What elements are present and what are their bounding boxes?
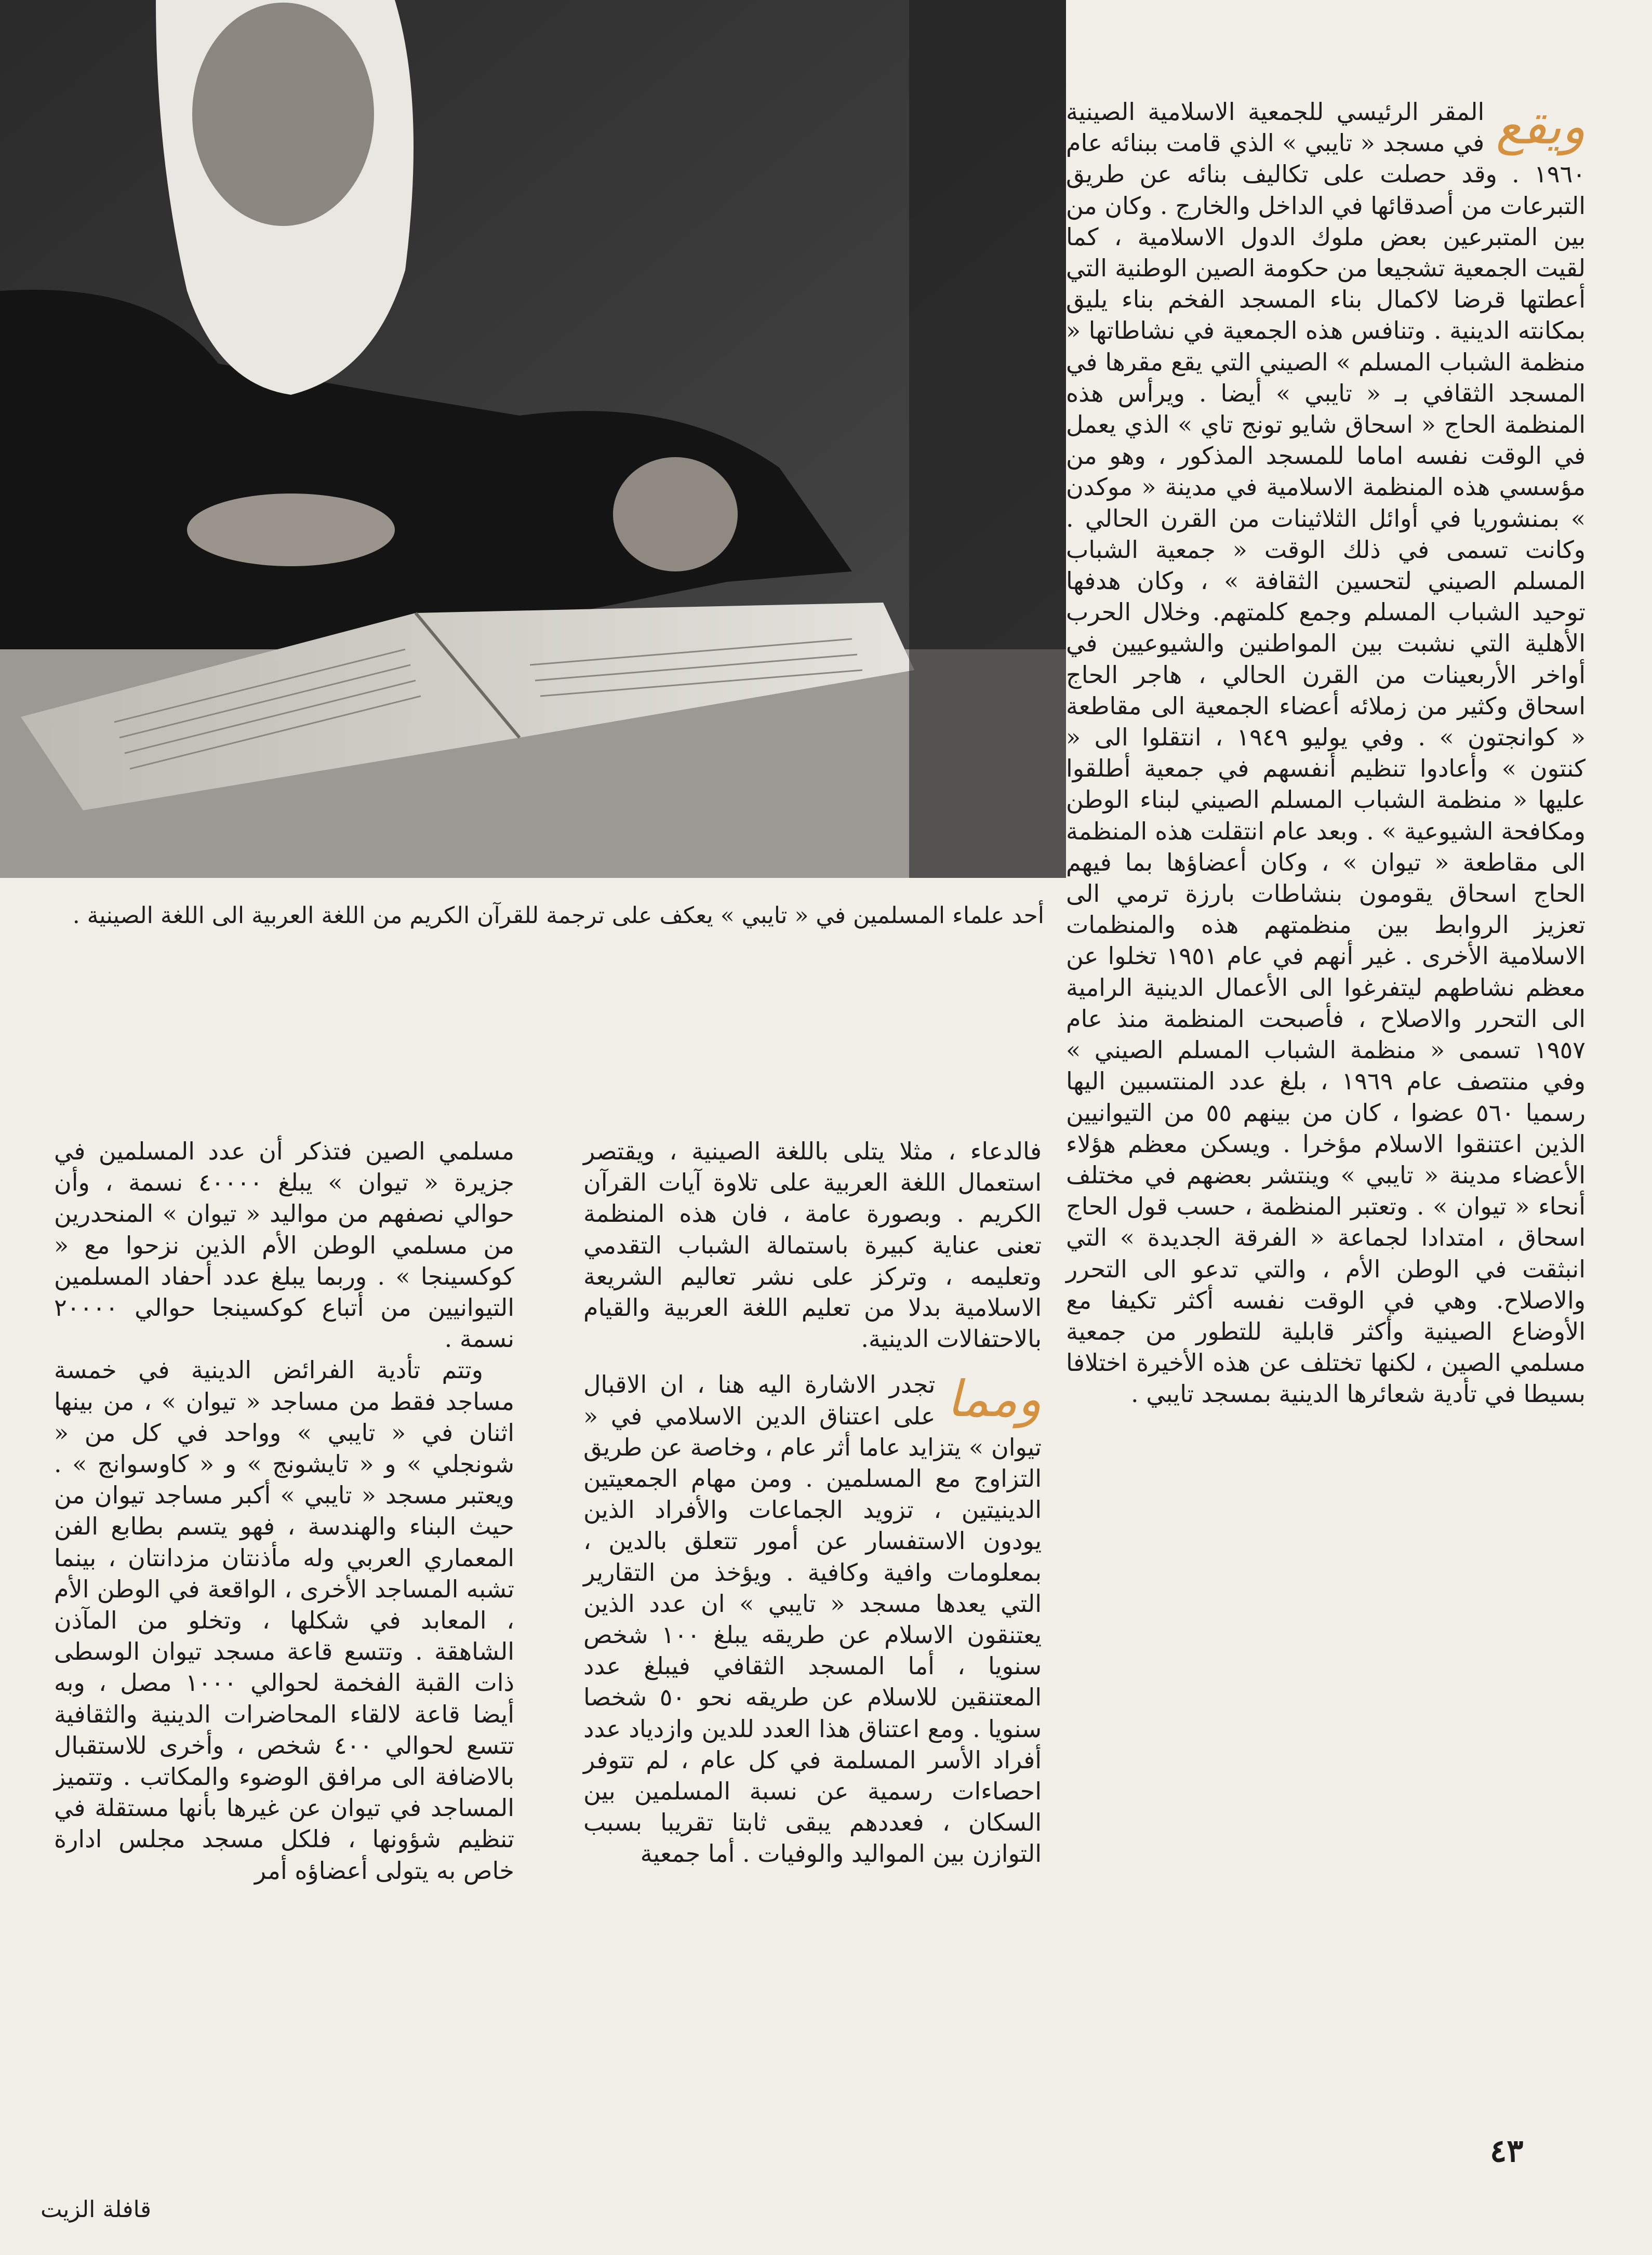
paragraph [583, 1369, 1042, 1869]
article-column-right [1066, 96, 1586, 1410]
drop-cap-word: ويقع [1496, 97, 1586, 155]
paragraph-text: تجدر الاشارة اليه هنا ، ان الاقبال على اعتناق الدين الاسلامي في « تيوان » يتزايد عاما أثر عام ، وخاصة عن طريق التزاوج مع المسلمين . ومن مهام الجمعيتين الدينيتين ، تزويد الجماعات والأفراد الذين يودون الاستفسار عن أمور تتعلق بالدين ، بمعلومات وافية وكافية . ويؤخذ من التقارير التي يعدها مسجد « تايبي » ان عدد الذين يعتنقون الاسلام عن طريقه يبلغ ١٠٠ شخص سنويا ، أما المسجد الثقافي فيبلغ عدد المعتنقين للاسلام عن طريقه نحو ٥٠ شخصا سنويا . ومع اعتناق هذا العدد للدين وازدياد عدد أفراد الأسر المسلمة في كل عام ، لم تتوفر احصاءات رسمية عن نسبة المسلمين بين السكان ، فعددهم يبقى ثابتا تقريبا بسبب التوازن بين المواليد والوفيات . أما جمعية [583, 1370, 1042, 1868]
paragraph-text: المقر الرئيسي للجمعية الاسلامية الصينية في مسجد « تايبي » الذي قامت ببنائه عام ١٩٦٠ . وقد حصلت على تكاليف بنائه عن طريق التبرعات من أصدقائها في الداخل والخارج . وكان من بين المتبرعين بعض ملوك الدول الاسلامية ، كما لقيت الجمعية تشجيعا من حكومة الصين الوطنية التي أعطتها قرضا لاكمال بناء المسجد الفخم بناء يليق بمكانته الدينية . وتنافس هذه الجمعية في نشاطاتها « منظمة الشباب المسلم » الصيني التي يقع مقرها في المسجد الثقافي بـ « تايبي » أيضا . ويرأس هذه المنظمة الحاج « اسحاق شايو تونج تاي » الذي يعمل في الوقت نفسه اماما للمسجد المذكور ، وهو من مؤسسي هذه المنظمة الاسلامية في مدينة « موكدن » بمنشوريا في أوائل الثلاثينات من القرن الحالي . وكانت تسمى في ذلك الوقت « جمعية الشباب المسلم الصيني لتحسين الثقافة » ، وكان هدفها توحيد الشباب المسلم وجمع كلمتهم. وخلال الحرب الأهلية التي نشبت بين المواطنين والشيوعيين في أواخر الأربعينات من القرن الحالي ، هاجر الحاج اسحاق وكثير من زملائه أعضاء الجمعية الى مقاطعة « كوانجتون » . وفي يوليو ١٩٤٩ ، انتقلوا الى « كنتون » وأعادوا تنظيم أنفسهم في جمعية أطلقوا عليها « منظمة الشباب المسلم الصيني لبناء الوطن ومكافحة الشيوعية » . وبعد عام انتقلت هذه المنظمة الى مقاطعة « تيوان » ، وكان أعضاؤها بما فيهم الحاج اسحاق يقومون بنشاطات بارزة ترمي الى تعزيز الروابط بين منظمتهم هذه والمنظمات الاسلامية الأخرى . غير أنهم في عام ١٩٥١ تخلوا عن معظم نشاطهم ليتفرغوا الى الأعمال الدينية الرامية الى التحرر والاصلاح ، فأصبحت المنظمة منذ عام ١٩٥٧ تسمى « منظمة الشباب المسلم الصيني » وفي منتصف عام ١٩٦٩ ، بلغ عدد المنتسبين اليها رسميا ٥٦٠ عضوا ، كان من بينهم ٥٥ من التيوانيين الذين اعتنقوا الاسلام مؤخرا . ويسكن معظم هؤلاء الأعضاء مدينة « تايبي » وينتشر بعضهم في مختلف أنحاء « تيوان » . وتعتبر المنظمة ، حسب قول الحاج اسحاق ، امتدادا لجماعة « الفرقة الجديدة » التي انبثقت في الوطن الأم ، والتي تدعو الى التحرر والاصلاح. وهي في الوقت نفسه أكثر تكيفا مع الأوضاع الصينية وأكثر قابلية للتطور من جمعية مسلمي الصين ، لكنها تختلف عن هذه الأخيرة اختلافا بسيطا في تأدية شعائرها الدينية بمسجد تايبي . [1066, 98, 1586, 1408]
drop-cap-word: ومما [947, 1370, 1042, 1429]
paragraph: فالدعاء ، مثلا يتلى باللغة الصينية ، ويقتصر استعمال اللغة العربية على تلاوة آيات القرآن الكريم . وبصورة عامة ، فان هذه المنظمة تعنى عناية كبيرة باستمالة الشباب التقدمي وتعليمه ، وتركز على نشر تعاليم الشريعة الاسلامية بدلا من تعليم اللغة العربية والقيام بالاحتفالات الدينية. [583, 1137, 1042, 1353]
paragraph: وتتم تأدية الفرائض الدينية في خمسة مساجد فقط من مساجد « تيوان » ، من بينها اثنان في « تايبي » وواحد في كل من « شونجلي » و « تايشونج » و « كاوسوانج » . ويعتبر مسجد « تايبي » أكبر مساجد تيوان من حيث البناء والهندسة ، فهو يتسم بطابع الفن المعماري العربي وله مأذنتان مزدانتان ، بينما تشبه المساجد الأخرى ، الواقعة في الوطن الأم ، المعابد في شكلها ، وتخلو من المآذن الشاهقة . وتتسع قاعة مسجد تيوان الوسطى ذات القبة الفخمة لحوالي ١٠٠٠ مصل ، وبه أيضا قاعة لالقاء المحاضرات الدينية والثقافية تتسع لحوالي ٤٠٠ شخص ، وأخرى للاستقبال بالاضافة الى مرافق الوضوء والمكاتب . وتتميز المساجد في تيوان عن غيرها بأنها مستقلة في تنظيم شؤونها ، فلكل مسجد مجلس ادارة خاص به يتولى أعضاؤه أمر [54, 1356, 514, 1885]
photo-caption: أحد علماء المسلمين في « تايبي » يعكف على ترجمة للقرآن الكريم من اللغة العربية الى اللغة الصينية . [72, 902, 1044, 929]
paragraph: مسلمي الصين فتذكر أن عدد المسلمين في جزيرة « تيوان » يبلغ ٤٠٠٠٠ نسمة ، وأن حوالي نصفهم من مواليد « تيوان » المنحدرين من مسلمي الوطن الأم الذين نزحوا مع « كوكسينجا » . وربما يبلغ عدد أحفاد المسلمين التيوانيين من أتباع كوكسينجا حوالي ٢٠٠٠٠ نسمة . [54, 1137, 514, 1353]
article-column-middle [583, 1136, 1042, 1870]
page-number: ٤٣ [1490, 2133, 1524, 2169]
article-column-left [54, 1136, 514, 1886]
magazine-name: قافلة الزيت [41, 2196, 151, 2223]
photo-scholar [0, 0, 1066, 878]
paragraph [1066, 96, 1586, 1410]
